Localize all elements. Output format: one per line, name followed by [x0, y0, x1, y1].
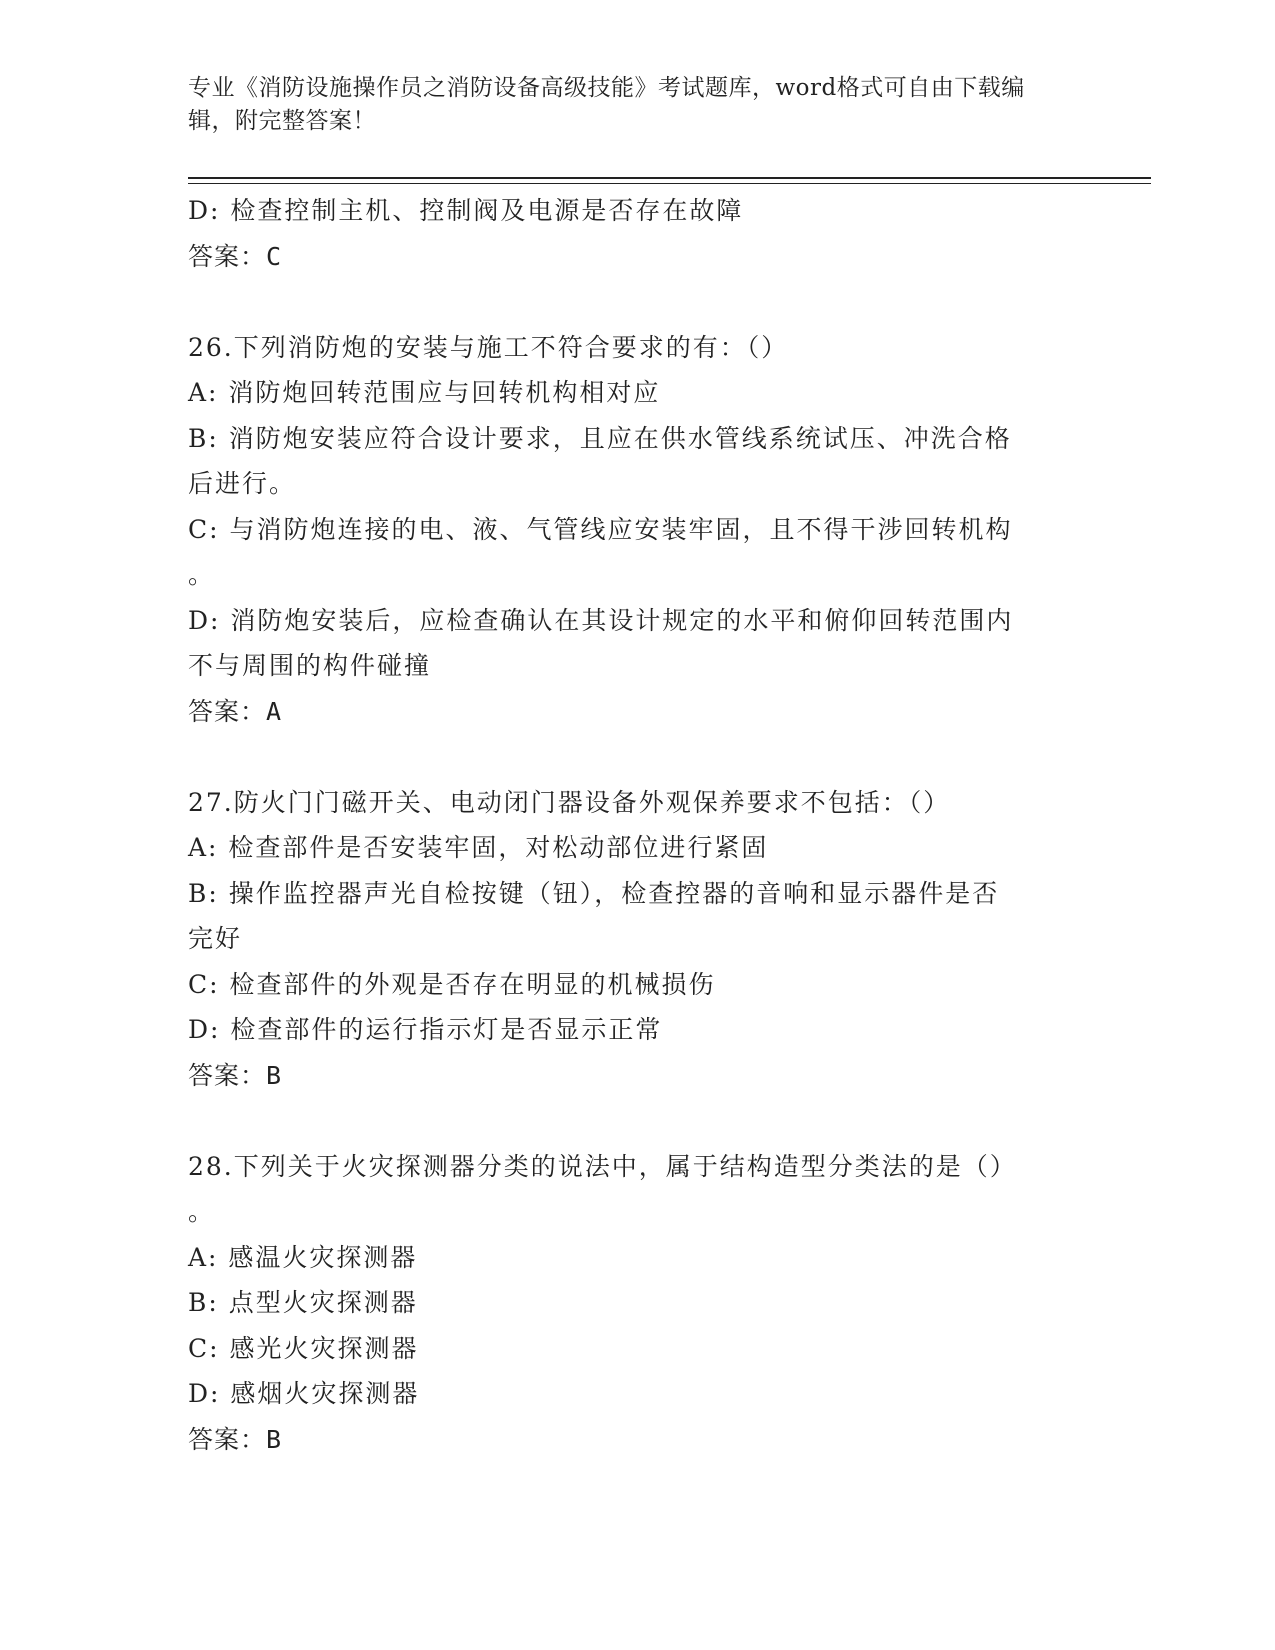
question-list: [188, 188, 1068, 1462]
answer-line: [188, 1417, 1068, 1463]
option-c-continued: 。: [188, 560, 216, 589]
question-stem: 27.防火门门磁开关、电动闭门器设备外观保养要求不包括：（）: [188, 787, 951, 817]
question-stem: 28.下列关于火灾探测器分类的说法中，属于结构造型分类法的是（）: [188, 1151, 1017, 1181]
answer-line: [188, 234, 1068, 280]
previous-question-tail: [188, 188, 1068, 279]
answer-value: B: [266, 1424, 283, 1454]
header-line-2: 辑，附完整答案！: [188, 108, 376, 134]
answer-label: 答案：: [188, 696, 267, 726]
answer-line: [188, 689, 1068, 735]
header-line-1: 专业《消防设施操作员之消防设备高级技能》考试题库，word格式可自由下载编: [188, 75, 1025, 101]
header-divider-thick: [188, 177, 1151, 179]
option-c: C: 检查部件的外观是否存在明显的机械损伤: [188, 969, 716, 999]
answer-label: 答案：: [188, 1424, 267, 1454]
answer-label: 答案：: [188, 241, 267, 271]
spacer: [188, 1098, 1068, 1144]
question-stem: 26.下列消防炮的安装与施工不符合要求的有：（）: [188, 332, 789, 362]
answer-label: 答案：: [188, 1060, 267, 1090]
option-d: D: 检查控制主机、控制阀及电源是否存在故障: [188, 196, 744, 225]
option-d-continued: 不与周围的构件碰撞: [188, 651, 432, 680]
answer-line: [188, 1053, 1068, 1099]
option-b: B: 操作监控器声光自检按键（钮），检查控器的音响和显示器件是否: [188, 878, 1000, 908]
option-b: B: 消防炮安装应符合设计要求，且应在供水管线系统试压、冲洗合格: [188, 423, 1012, 453]
question-stem-continued: 。: [188, 1197, 216, 1226]
header-divider-thin: [188, 183, 1151, 184]
answer-value: B: [266, 1060, 283, 1090]
option-d: D: 消防炮安装后，应检查确认在其设计规定的水平和俯仰回转范围内: [188, 605, 1014, 635]
spacer: [188, 734, 1068, 780]
option-d: D: 检查部件的运行指示灯是否显示正常: [188, 1015, 663, 1044]
option-a: A: 感温火灾探测器: [188, 1242, 418, 1272]
question-26: [188, 325, 1068, 735]
document-header: [188, 72, 1068, 138]
spacer: [188, 279, 1068, 325]
question-28: [188, 1144, 1068, 1463]
question-27: [188, 780, 1068, 1099]
option-a: A: 检查部件是否安装牢固，对松动部位进行紧固: [188, 833, 769, 862]
option-c: C: 与消防炮连接的电、液、气管线应安装牢固，且不得干涉回转机构: [188, 514, 1013, 544]
answer-value: C: [266, 241, 283, 271]
option-a: A: 消防炮回转范围应与回转机构相对应: [188, 378, 661, 407]
option-b: B: 点型火灾探测器: [188, 1288, 418, 1317]
option-c: C: 感光火灾探测器: [188, 1333, 419, 1363]
option-d: D: 感烟火灾探测器: [188, 1379, 420, 1408]
option-b-continued: 完好: [188, 924, 243, 953]
option-b-continued: 后进行。: [188, 469, 297, 498]
answer-value: A: [266, 696, 283, 726]
